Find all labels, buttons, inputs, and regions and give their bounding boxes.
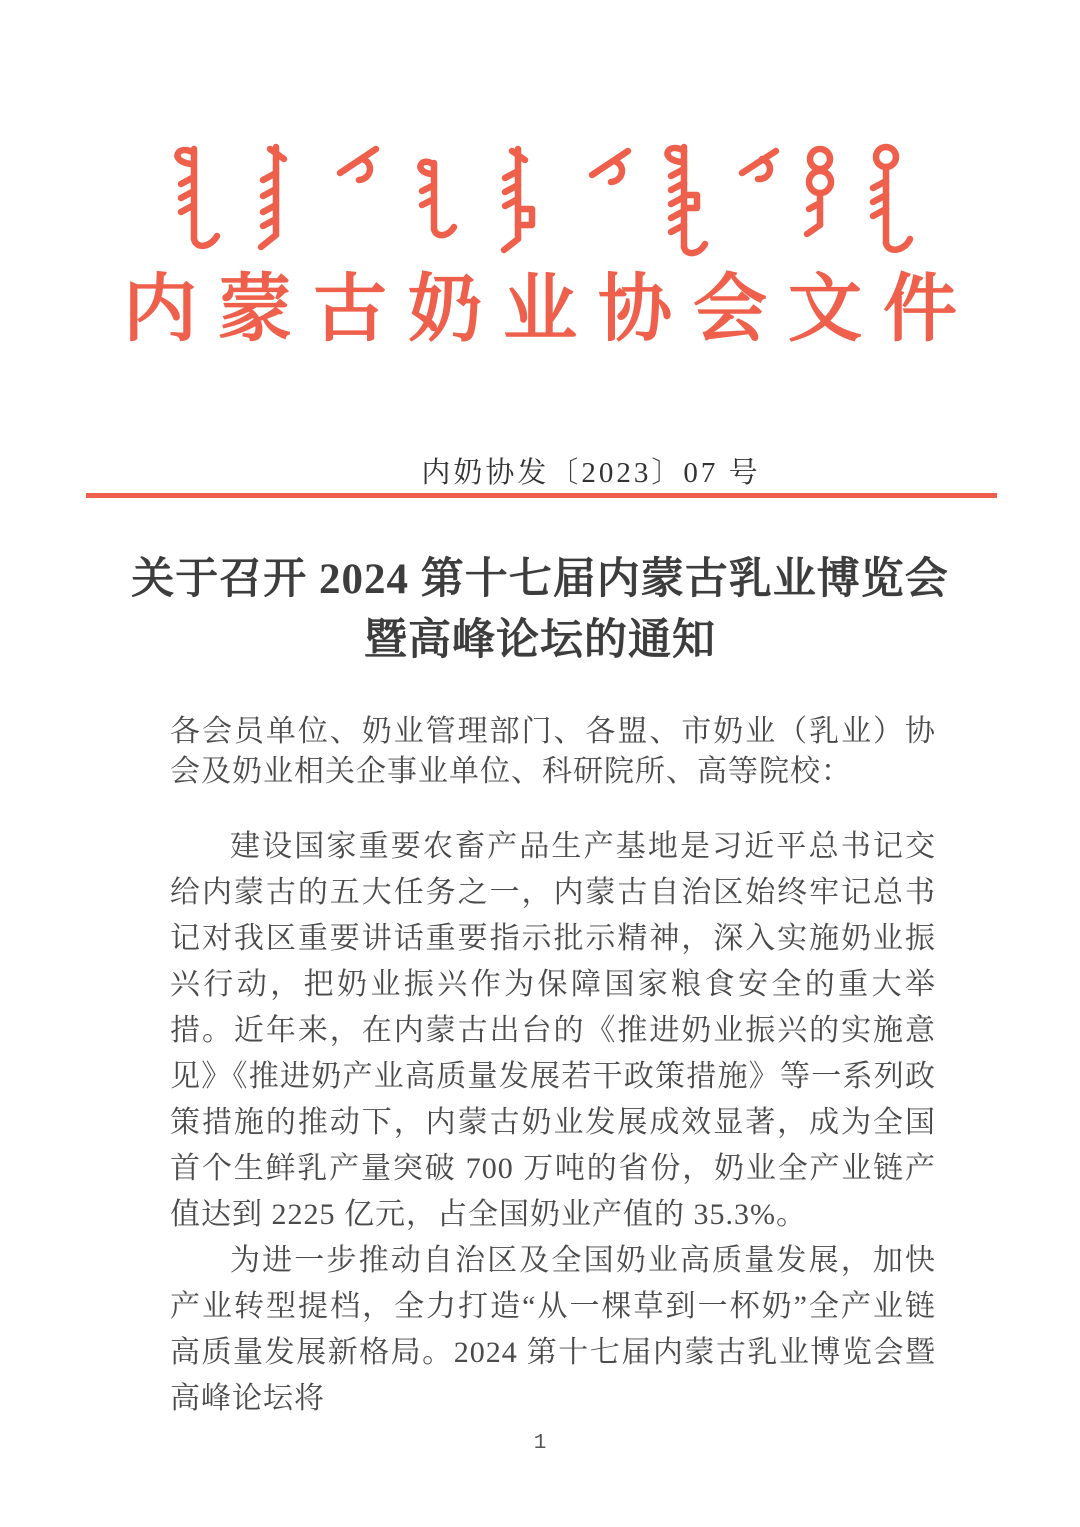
mongolian-word [177,149,217,246]
body-paragraph-2: 为进一步推动自治区及全国奶业高质量发展，加快产业转型提档，全力打造“从一棵草到一杯奶”全产业链高质量发展新格局。2024 第十七届内蒙古乳业博览会暨高峰论坛将 [170,1244,936,1415]
mongolian-word [261,147,284,247]
body-paragraph-1: 建设国家重要农畜产品生产基地是习近平总书记交给内蒙古的五大任务之一，内蒙古自治区始终牢记总书记对我区重要讲话重要指示批示精神，深入实施奶业振兴行动，把奶业振兴作为保障国家粮食安全的重大举措。近年来，在内蒙古出台的《推进奶业振兴的实施意见》《推进奶产业高质量发展若干政策措施》等一系列政策措施的推动下，内蒙古奶业发展成效显著，成为全国首个生鲜乳产量突破 700 万吨的省份，奶业全产业链产值达到 2225 亿元，占全国奶业产值的 35.3%。 [170,830,936,1231]
mongolian-word [742,151,776,179]
doc-number: 内奶协发〔2023〕07 号 [421,457,761,489]
red-separator-line [86,493,997,498]
mongolian-script-icon [164,142,918,262]
notice-title [0,549,1080,671]
mongolian-word [592,151,628,182]
salutation: 各会员单位、奶业管理部门、各盟、市奶业（乳业）协会及奶业相关企事业单位、科研院所、高等院校： [170,715,936,788]
mongolian-word [807,149,831,234]
page-number: 1 [533,1432,547,1455]
mongolian-word [667,147,705,253]
org-title: 内蒙古奶业协会文件 [123,269,978,351]
mongolian-word [340,149,376,180]
notice-body [170,824,936,1422]
mongolian-word [504,149,532,250]
mongolian-word [873,147,910,250]
notice-title-line1: 关于召开 2024 第十七届内蒙古乳业博览会 [131,556,949,603]
mongolian-word [420,162,454,235]
notice-title-line2: 暨高峰论坛的通知 [364,617,716,664]
